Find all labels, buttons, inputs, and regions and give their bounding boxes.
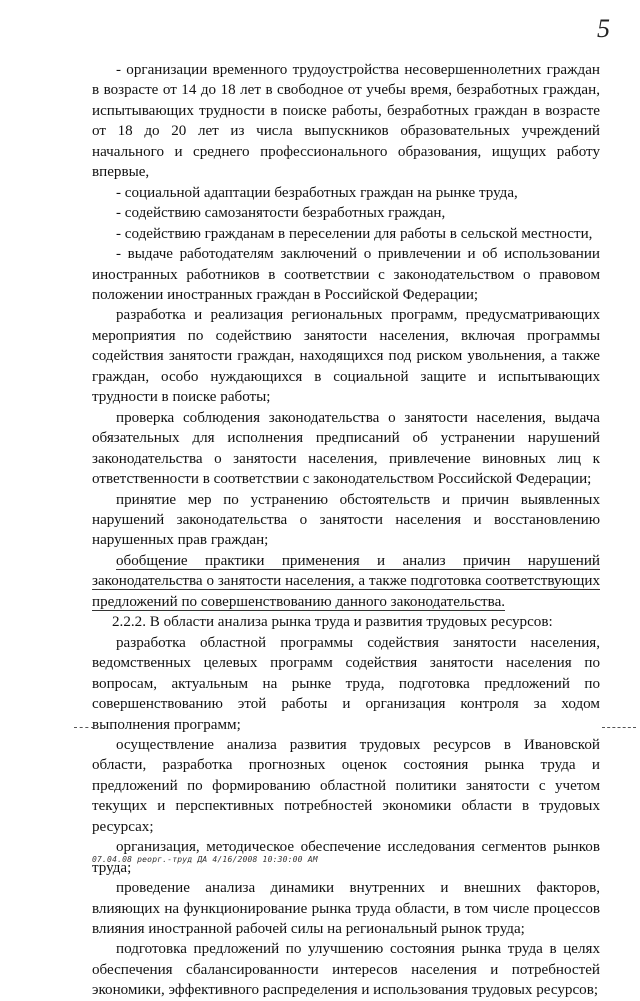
paragraph: осуществление анализа развития трудовых ресурсов в Ивановской области, разработка прогнозных оценок состояния рынка труда и предложений по формированию областной политики занятости с учетом текущих и перспективных потребностей экономики области в трудовых ресурсах; bbox=[92, 736, 600, 835]
paragraph: - выдаче работодателям заключений о привлечении и об использовании иностранных работников в соответствии с законодательством о правовом положении иностранных граждан в Российской Федерации; bbox=[92, 246, 600, 303]
page-number: 5 bbox=[597, 14, 610, 43]
paragraph: принятие мер по устранению обстоятельств и причин выявленных нарушений законодательства о занятости населения и восстановлению нарушенных прав граждан; bbox=[92, 491, 600, 549]
paragraph: проверка соблюдения законодательства о занятости населения, выдача обязательных для исполнения предписаний об устранении нарушений законодательства о занятости населения, привлечение виновных лиц к ответственности в соответствии с законодательством Российской Федерации; bbox=[92, 409, 600, 488]
paragraph: - содействию гражданам в переселении для работы в сельской местности, bbox=[116, 225, 593, 242]
paragraph: организация, методическое обеспечение исследования сегментов рынков труда; bbox=[92, 839, 600, 876]
margin-mark-right bbox=[602, 727, 636, 728]
paragraph: - содействию самозанятости безработных граждан, bbox=[116, 205, 446, 222]
section-heading: 2.2.2. В области анализа рынка труда и развития трудовых ресурсов: bbox=[112, 614, 553, 631]
margin-mark-left bbox=[74, 727, 94, 728]
paragraph: проведение анализа динамики внутренних и внешних факторов, влияющих на функционирование рынка труда области, в том числе процессов влияния иностранной рабочей силы на региональный рынок труда; bbox=[92, 880, 600, 938]
paragraph: разработка и реализация региональных программ, предусматривающих мероприятия по содействию занятости населения, включая программы содействия занятости граждан, находящихся под риском увольнения, а также граждан, особо нуждающихся в социальной защите и испытывающих трудности в поиске работы; bbox=[92, 307, 600, 406]
paragraph: подготовка предложений по улучшению состояния рынка труда в целях обеспечения сбалансированности интересов населения и потребностей экономики, эффективного распределения и использования трудовых ресурсов; bbox=[92, 941, 600, 999]
paragraph: разработка областной программы содействия занятости населения, ведомственных целевых программ содействия занятости населения по вопросам, актуальным на рынке труда, подготовка предложений по совершенствованию этой работы и организация контроля за ходом выполнения программ; bbox=[92, 634, 600, 733]
paragraph: - организации временного трудоустройства несовершеннолетних граждан в возрасте от 14 до 18 лет в свободное от учебы время, безработных граждан, испытывающих трудности в поиске работы, безработных граждан в возрасте от 18 до 20 лет из числа выпускников образовательных учреждений начального и среднего профессионального образования, ищущих работу впервые, bbox=[92, 62, 600, 181]
paragraph: - социальной адаптации безработных граждан на рынке труда, bbox=[116, 184, 518, 201]
footer-file-stamp: 07.04.08 реорг.-труд ДА 4/16/2008 10:30:00 AM bbox=[92, 855, 318, 864]
paragraph-underlined bbox=[92, 551, 600, 612]
underlined-text: обобщение практики применения и анализ причин нарушений законодательства о занятости населения, а также подготовка соответствующих предложений по совершенствованию данного законодательства. bbox=[92, 552, 600, 610]
